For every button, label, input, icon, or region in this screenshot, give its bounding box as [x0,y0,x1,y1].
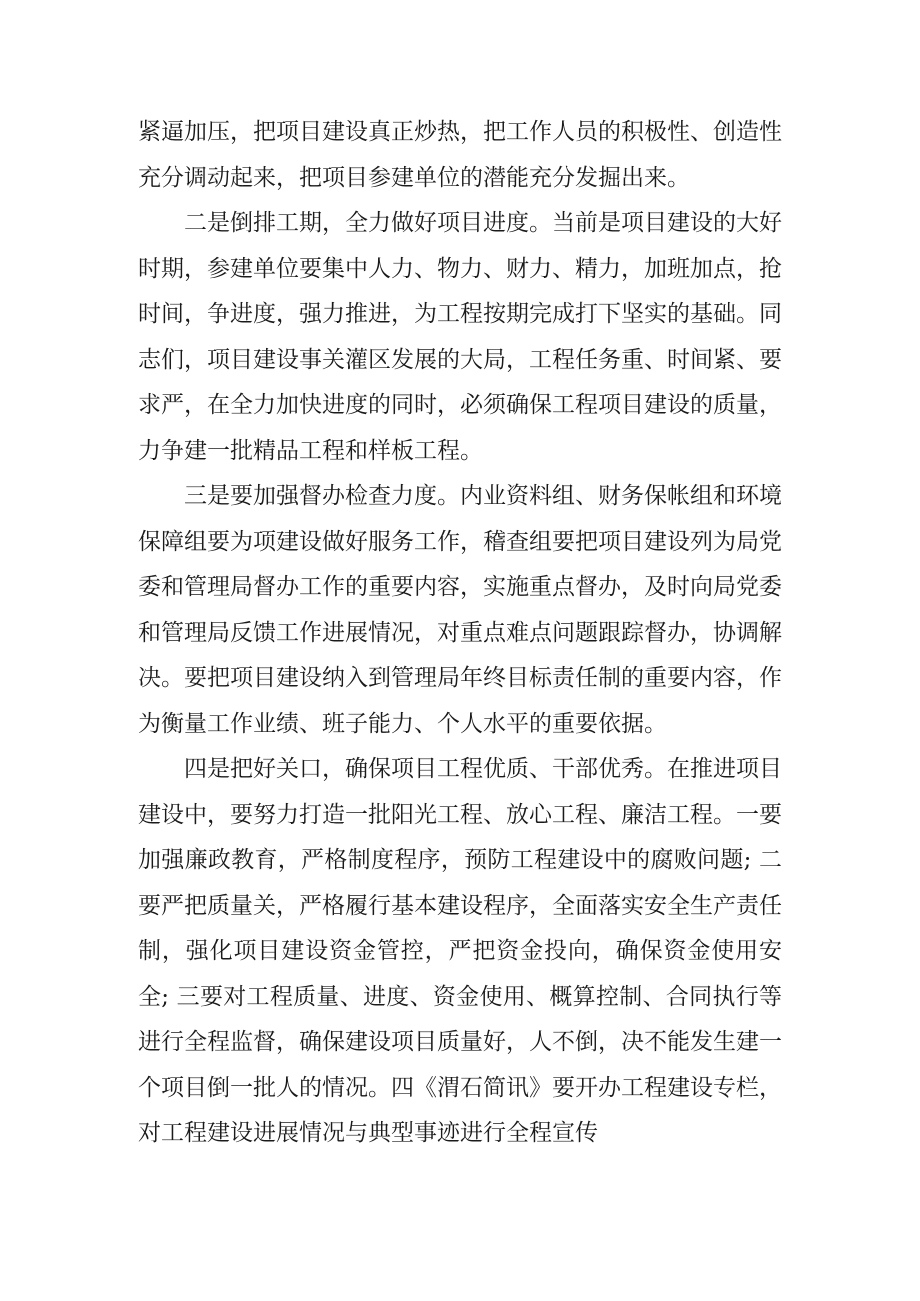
paragraph-schedule: 二是倒排工期，全力做好项目进度。当前是项目建设的大好时期，参建单位要集中人力、物力、财力、精力，加班加点，抢时间，争进度，强力推进，为工程按期完成打下坚实的基础。同志们，项目建设事关灌区发展的大局，工程任务重、时间紧、要求严，在全力加快进度的同时，必须确保工程项目建设的质量，力争建一批精品工程和样板工程。 [138,210,782,464]
paragraph-supervision: 三是要加强督办检查力度。内业资料组、财务保帐组和环境保障组要为项建设做好服务工作，稽查组要把项目建设列为局党委和管理局督办工作的重要内容，实施重点督办，及时向局党委和管理局反馈工作进展情况，对重点难点问题跟踪督办，协调解决。要把项目建设纳入到管理局年终目标责任制的重要内容，作为衡量工作业绩、班子能力、个人水平的重要依据。 [138,483,782,737]
paragraph-quality-control: 四是把好关口，确保项目工程优质、干部优秀。在推进项目建设中，要努力打造一批阳光工程、放心工程、廉洁工程。一要加强廉政教育，严格制度程序，预防工程建设中的腐败问题; 二要严把质量关，严格履行基本建设程序，全面落实安全生产责任制，强化项目建设资金管控，严把资金投向，确保资金使用安全; 三要对工程质量、进度、资金使用、概算控制、合同执行等进行全程监督，确保建设项目质量好，人不倒，决不能发生建一个项目倒一批人的情况。四《渭石简讯》要开办工程建设专栏，对工程建设进展情况与典型事迹进行全程宣传 [138,756,782,1146]
paragraph-continuation: 紧逼加压，把项目建设真正炒热，把工作人员的积极性、创造性充分调动起来，把项目参建单位的潜能充分发掘出来。 [138,119,782,191]
document-body [138,110,782,1157]
